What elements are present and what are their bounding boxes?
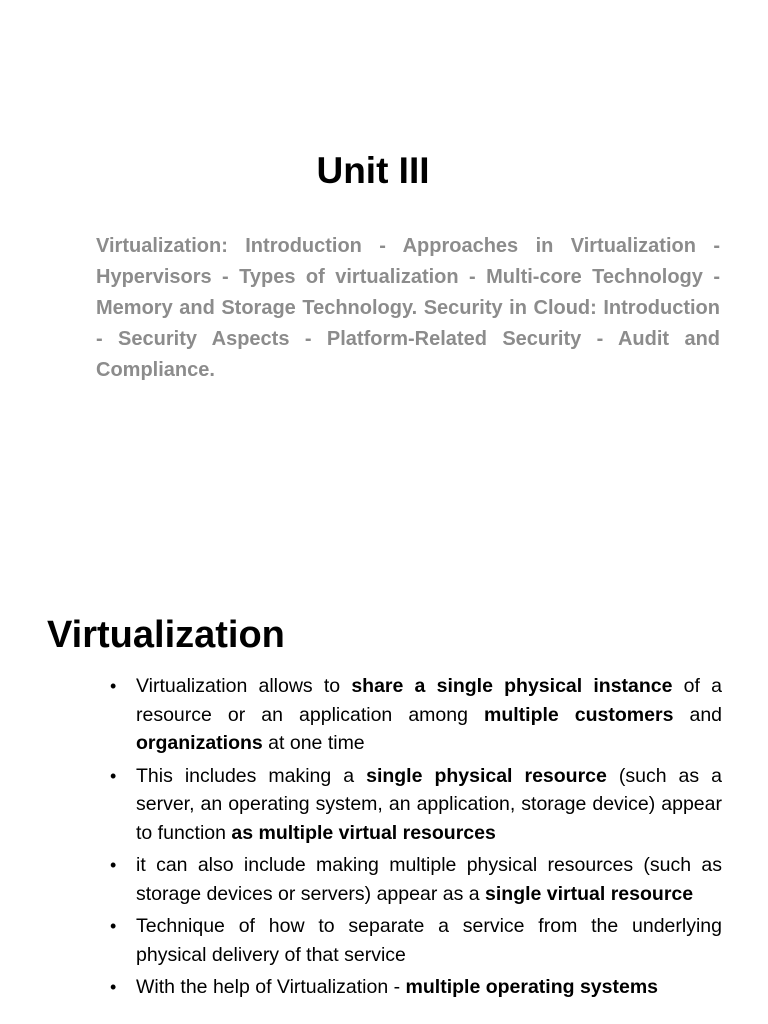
section-title: Virtualization [47, 614, 285, 656]
bullet-item [110, 762, 722, 848]
bullet-dot-icon: • [110, 916, 117, 936]
bullet-list [110, 672, 722, 1006]
bullet-text-bold: multiple operating systems [405, 976, 659, 998]
bullet-text: Technique of how to separate a service from the underlying physical delivery of that service [136, 915, 722, 966]
bullet-item [110, 672, 722, 758]
bullet-item [110, 912, 722, 969]
bullet-text-bold: multiple customers [484, 703, 674, 726]
slide-virtualization [0, 570, 768, 1024]
bullet-text: at one time [262, 732, 365, 754]
bullet-item [110, 851, 722, 908]
bullet-dot-icon: • [110, 676, 117, 696]
bullet-text-bold: share a single physical instance [351, 675, 673, 697]
page-title: Unit III [316, 150, 430, 191]
bullet-text-bold: single physical resource [366, 764, 607, 787]
bullet-text: (such as a server, an operating system, an application, storage device) appear to function [136, 764, 722, 844]
bullet-dot-icon: • [110, 765, 117, 786]
bullet-dot-icon: • [110, 977, 117, 997]
bullet-dot-icon: • [110, 855, 117, 875]
bullet-text-bold: organizations [136, 732, 263, 754]
bullet-text: of a resource or an application among [136, 675, 722, 726]
bullet-text-bold: as multiple virtual resources [231, 821, 496, 844]
unit-subtitle: Virtualization: Introduction - Approaches in Virtualization - Hypervisors - Types of virtualization - Multi-core Technology - Memory and Storage Technology. Security in Cloud: Introduction - Security Aspects - Platform-Related Security - Audit and Compliance. [96, 235, 720, 381]
bullet-item [110, 973, 722, 1002]
bullet-text: Virtualization allows to [136, 675, 352, 697]
bullet-text: it can also include making multiple physical resources (such as storage devices or servers) appear as a [136, 854, 722, 905]
bullet-text: This includes making a [136, 764, 367, 787]
bullet-text-bold: single virtual resource [485, 882, 694, 905]
bullet-text: With the help of Virtualization - [136, 976, 406, 998]
bullet-text: and [673, 703, 723, 726]
